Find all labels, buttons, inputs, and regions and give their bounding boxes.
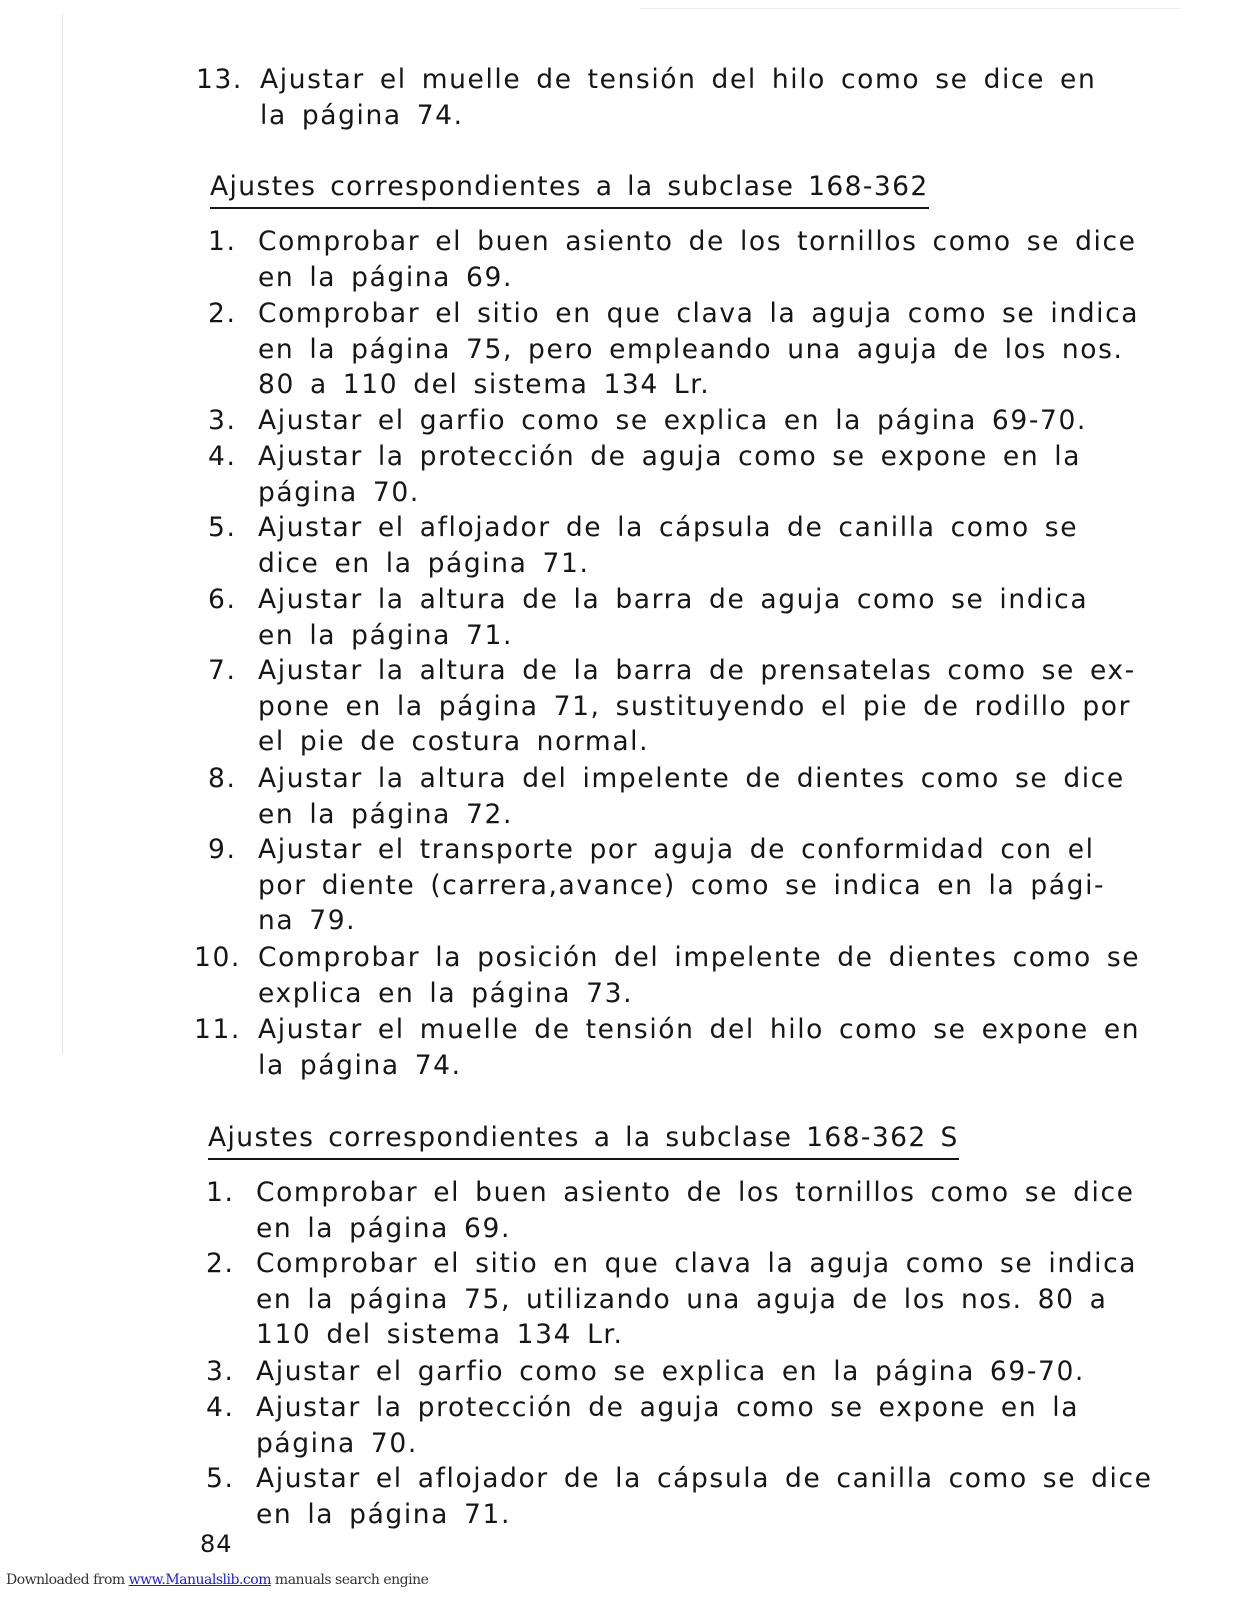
list-item: [208, 510, 1208, 581]
manualslib-link[interactable]: www.Manualslib.com: [128, 1572, 271, 1588]
item-number: 5.: [206, 1463, 235, 1494]
list-item: [206, 1354, 1206, 1390]
item-text: Ajustar la altura del impelente de dientes como se dice en la página 72.: [258, 763, 1125, 830]
item-text: Ajustar el muelle de tensión del hilo como se expone en la página 74.: [258, 1014, 1141, 1081]
item-number: 4.: [206, 1392, 235, 1423]
item-number: 2.: [208, 298, 237, 329]
list-item: [206, 1175, 1206, 1246]
list-item: [196, 62, 1196, 133]
item-text: Ajustar el garfio como se explica en la página 69-70.: [256, 1356, 1085, 1387]
list-item: [208, 761, 1208, 832]
item-text: Comprobar el buen asiento de los tornillos como se dice en la página 69.: [256, 1177, 1135, 1244]
item-text: Comprobar el sitio en que clava la aguja como se indica en la página 75, utilizando una aguja de los nos. 80 a 110 del sistema 134 Lr.: [256, 1248, 1138, 1350]
list-item: [208, 296, 1208, 403]
item-text: Ajustar la altura de la barra de aguja como se indica en la página 71.: [258, 584, 1089, 651]
item-number: 11.: [194, 1014, 241, 1045]
list-item: [208, 439, 1208, 510]
item-number: 1.: [208, 226, 237, 257]
section-heading-168-362-s: Ajustes correspondientes a la subclase 168-362 S: [208, 1121, 959, 1160]
item-text: Ajustar el transporte por aguja de conformidad con el por diente (carrera,avance) como se indica en la pági- na 79.: [258, 834, 1106, 936]
list-item: [208, 832, 1208, 939]
item-text: Comprobar el buen asiento de los tornillos como se dice en la página 69.: [258, 226, 1137, 293]
item-text: Ajustar el aflojador de la cápsula de canilla como se dice en la página 71.: [258, 512, 1079, 579]
item-text: Comprobar la posición del impelente de dientes como se explica en la página 73.: [258, 942, 1141, 1009]
item-number: 2.: [206, 1248, 235, 1279]
item-number: 6.: [208, 584, 237, 615]
item-number: 8.: [208, 763, 237, 794]
list-item: [208, 403, 1208, 439]
footer-prefix: Downloaded from: [6, 1572, 129, 1588]
list-item: [208, 224, 1208, 295]
list-item: [206, 1246, 1206, 1353]
item-number: 7.: [208, 655, 237, 686]
footer-suffix: manuals search engine: [270, 1572, 429, 1588]
item-number: 13.: [196, 64, 243, 95]
page-number: 84: [200, 1530, 233, 1558]
list-item: [206, 1461, 1206, 1532]
item-text: Ajustar el aflojador de la cápsula de canilla como se dice en la página 71.: [256, 1463, 1153, 1530]
item-text: Ajustar el muelle de tensión del hilo como se dice en la página 74.: [260, 64, 1097, 131]
item-number: 3.: [206, 1356, 235, 1387]
section-heading-168-362: Ajustes correspondientes a la subclase 168-362: [210, 170, 929, 209]
list-item: [208, 582, 1208, 653]
item-text: Ajustar la protección de aguja como se expone en la página 70.: [256, 1392, 1080, 1459]
item-text: Ajustar la protección de aguja como se expone en la página 70.: [258, 441, 1082, 508]
item-number: 1.: [206, 1177, 235, 1208]
item-number: 5.: [208, 512, 237, 543]
list-item: [206, 1390, 1206, 1461]
download-footer: [6, 1572, 428, 1588]
item-number: 3.: [208, 405, 237, 436]
list-item: [208, 653, 1208, 760]
item-text: Ajustar el garfio como se explica en la página 69-70.: [258, 405, 1087, 436]
list-item: [194, 1012, 1194, 1083]
item-text: Comprobar el sitio en que clava la aguja como se indica en la página 75, pero empleando una aguja de los nos. 80 a 110 del sistema 134 Lr.: [258, 298, 1140, 400]
item-number: 4.: [208, 441, 237, 472]
item-number: 9.: [208, 834, 237, 865]
item-number: 10.: [194, 942, 241, 973]
item-text: Ajustar la altura de la barra de prensatelas como se ex- pone en la página 71, sustituyendo el pie de rodillo por el pie de costura normal.: [258, 655, 1136, 757]
list-item: [194, 940, 1194, 1011]
